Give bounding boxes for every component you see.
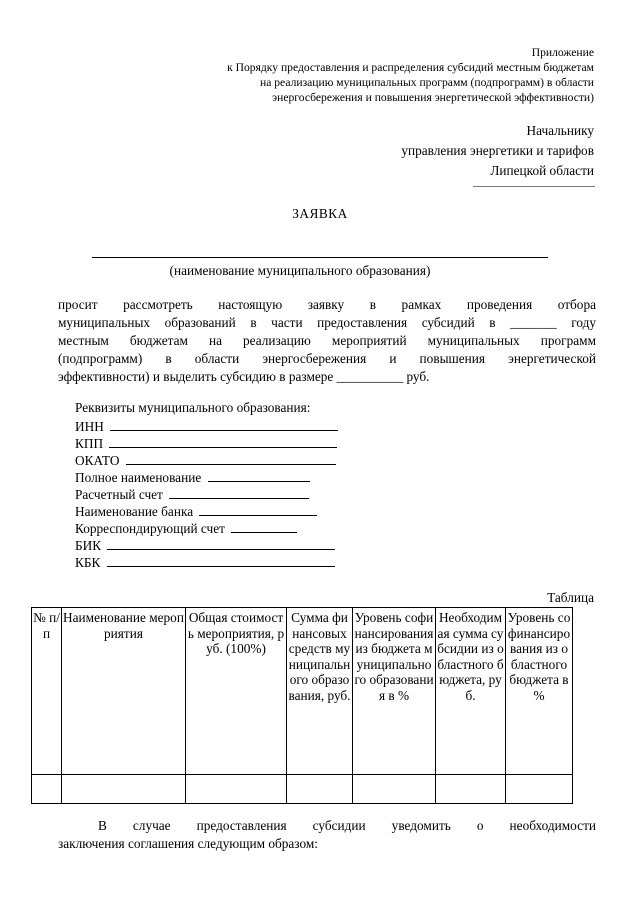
requisite-label: Корреспондирующий счет [75, 521, 225, 536]
subsidy-table [31, 607, 573, 804]
addressee-line: управления энергетики и тарифов [401, 143, 594, 158]
addressee-line: Липецкой области [490, 163, 594, 178]
table-cell[interactable] [436, 775, 506, 804]
requisite-label: ИНН [75, 419, 104, 434]
inn-field[interactable] [110, 418, 338, 431]
requisite-corr-account [75, 520, 297, 537]
col-header-event-name: Наименование мероприятия [62, 608, 186, 775]
table-caption: Таблица [547, 590, 594, 605]
appendix-line: энергосбережения и повышения энергетической эффективности) [272, 91, 594, 104]
table-cell[interactable] [287, 775, 353, 804]
account-field[interactable] [169, 486, 309, 499]
corr-account-field[interactable] [231, 520, 297, 533]
okato-field[interactable] [126, 452, 336, 465]
notice-line: В случае предоставления субсидии уведомить о необходимости [98, 818, 596, 833]
table-cell[interactable] [506, 775, 573, 804]
request-line: (подпрограмм) в области энергосбережения и повышения энергетической [58, 351, 596, 366]
requisite-kbk [75, 554, 335, 571]
kpp-field[interactable] [109, 435, 337, 448]
requisite-bank [75, 503, 317, 520]
requisite-label: Расчетный счет [75, 487, 163, 502]
requisite-kpp [75, 435, 337, 452]
table-cell[interactable] [186, 775, 287, 804]
notice-line: заключения соглашения следующим образом: [58, 836, 318, 851]
request-line: эффективности) и выделить субсидию в размере __________ руб. [58, 369, 430, 384]
requisite-label: КБК [75, 555, 101, 570]
notice-paragraph [58, 817, 596, 853]
municipality-name-line [92, 257, 548, 258]
kbk-field[interactable] [107, 554, 335, 567]
request-line: просит рассмотреть настоящую заявку в рамках проведения отбора [58, 297, 596, 312]
requisites-heading: Реквизиты муниципального образования: [75, 400, 311, 415]
table-row [32, 775, 573, 804]
full-name-field[interactable] [208, 469, 310, 482]
requisite-label: ОКАТО [75, 453, 120, 468]
col-header-required-subsidy: Необходимая сумма субсидии из областного бюджета, руб. [436, 608, 506, 775]
addressee-name-line [473, 186, 595, 187]
municipality-caption: (наименование муниципального образования) [169, 263, 431, 278]
addressee-line: Начальнику [526, 123, 594, 138]
col-header-municipal-cofinancing: Уровень софинансирования из бюджета муниципального образования в % [353, 608, 436, 775]
col-header-total-cost: Общая стоимость мероприятия, руб. (100%) [186, 608, 287, 775]
table-cell[interactable] [62, 775, 186, 804]
requisite-label: БИК [75, 538, 102, 553]
appendix-line: на реализацию муниципальных программ (подпрограмм) в области [260, 76, 594, 89]
requisite-inn [75, 418, 338, 435]
col-header-municipal-funds: Сумма финансовых средств муниципального образования, руб. [287, 608, 353, 775]
requisite-account [75, 486, 309, 503]
appendix-line: к Порядку предоставления и распределения субсидий местным бюджетам [227, 61, 594, 74]
requisite-okato [75, 452, 336, 469]
bank-field[interactable] [199, 503, 317, 516]
requisite-full-name [75, 469, 310, 486]
requisite-label: Полное наименование [75, 470, 202, 485]
requisite-label: Наименование банка [75, 504, 194, 519]
bik-field[interactable] [107, 537, 335, 550]
col-header-regional-cofinancing: Уровень софинансирования из областного бюджета в % [506, 608, 573, 775]
requisite-bik [75, 537, 335, 554]
table-cell[interactable] [353, 775, 436, 804]
appendix-line: Приложение [531, 46, 594, 59]
col-header-number: № п/п [32, 608, 62, 775]
table-cell[interactable] [32, 775, 62, 804]
request-line: местным бюджетам на реализацию мероприятий муниципальных программ [58, 333, 596, 348]
document-title: ЗАЯВКА [292, 206, 348, 221]
requisite-label: КПП [75, 436, 104, 451]
request-paragraph [58, 296, 596, 386]
request-line: муниципальных образований в части предоставления субсидий в _______ году [58, 315, 596, 330]
